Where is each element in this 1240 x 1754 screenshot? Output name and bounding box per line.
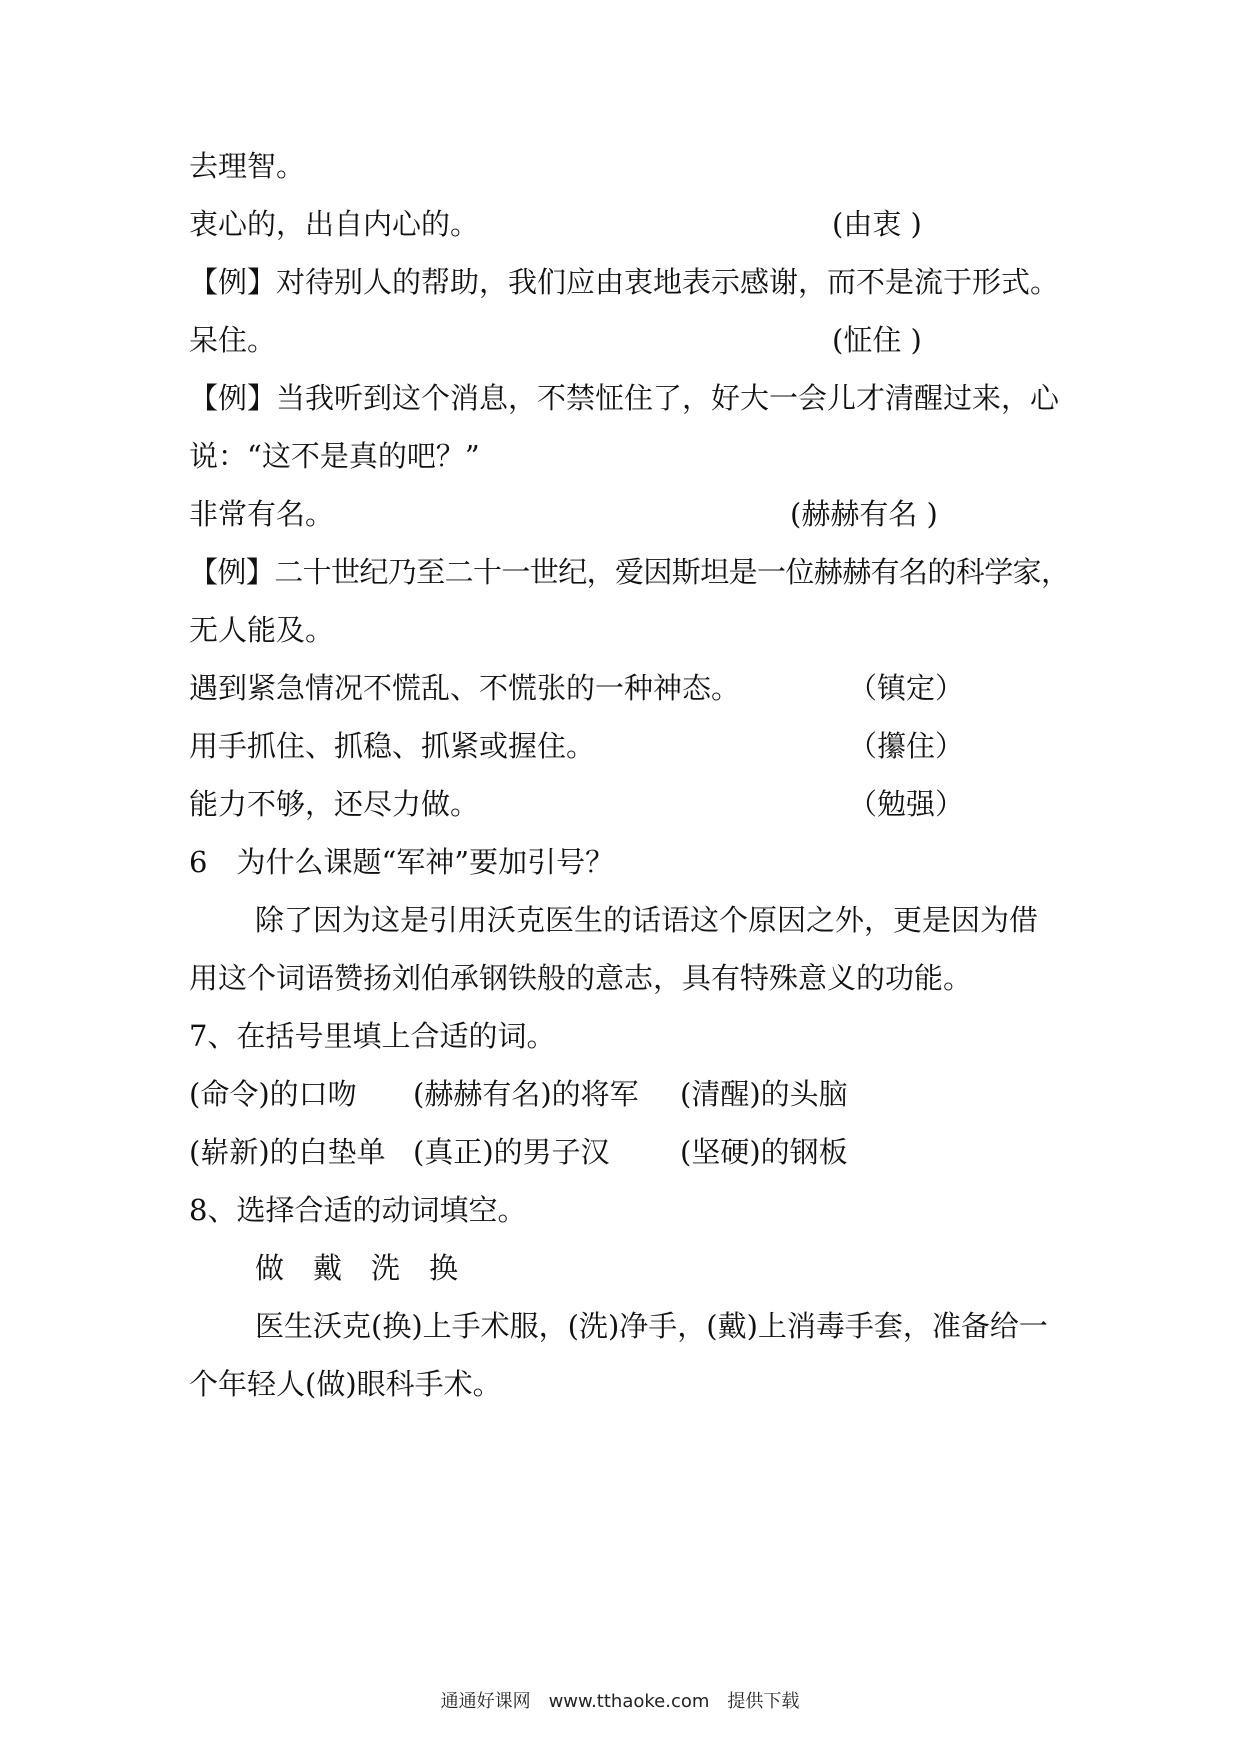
fill-table-cell: (赫赫有名)的将军 <box>413 1077 639 1111</box>
paragraph-line: 医生沃克(换)上手术服，(洗)净手，(戴)上消毒手套，准备给一 <box>255 1309 1048 1343</box>
definition-line: 非常有名。 <box>189 497 335 531</box>
example-line: 【例】当我听到这个消息，不禁怔住了，好大一会儿才清醒过来，心 <box>189 381 1060 415</box>
question-heading: 6 为什么课题“军神”要加引号？ <box>189 845 615 879</box>
fill-table-cell: (命令)的口吻 <box>189 1077 357 1111</box>
fill-table-cell: (崭新)的白垫单 <box>189 1135 386 1169</box>
example-line: 【例】二十世纪乃至二十一世纪，爱因斯坦是一位赫赫有名的科学家， <box>189 555 1070 589</box>
answer-word: (由衷 ) <box>832 207 922 241</box>
definition-line: 衷心的，出自内心的。 <box>189 207 480 241</box>
definition-line: 用手抓住、抓稳、抓紧或握住。 <box>189 729 596 763</box>
definition-line: 遇到紧急情况不慌乱、不慌张的一种神态。 <box>189 671 741 705</box>
example-line: 【例】对待别人的帮助，我们应由衷地表示感谢，而不是流于形式。 <box>189 265 1060 299</box>
paragraph-line: 个年轻人(做)眼科手术。 <box>189 1367 502 1401</box>
definition-line: 呆住。 <box>189 323 277 357</box>
text-line: 去理智。 <box>189 149 306 183</box>
page-footer: 通通好课网 www.tthaoke.com 提供下载 <box>440 1691 800 1712</box>
answer-word: （攥住） <box>848 729 965 763</box>
word-bank: 做 戴 洗 换 <box>255 1251 459 1285</box>
fill-table-cell: (真正)的男子汉 <box>413 1135 610 1169</box>
answer-word: (赫赫有名 ) <box>790 497 938 531</box>
answer-word: （勉强） <box>848 787 965 821</box>
question-heading: 7、在括号里填上合适的词。 <box>189 1019 556 1053</box>
text-line: 无人能及。 <box>189 613 335 647</box>
text-line: 说：“这不是真的吧？” <box>189 439 480 473</box>
question-heading: 8、选择合适的动词填空。 <box>189 1193 527 1227</box>
fill-table-cell: (坚硬)的钢板 <box>680 1135 848 1169</box>
fill-table-cell: (清醒)的头脑 <box>680 1077 848 1111</box>
answer-word: （镇定） <box>848 671 965 705</box>
definition-line: 能力不够，还尽力做。 <box>189 787 480 821</box>
answer-word: (怔住 ) <box>832 323 922 357</box>
paragraph-line: 用这个词语赞扬刘伯承钢铁般的意志，具有特殊意义的功能。 <box>189 961 973 995</box>
paragraph-line: 除了因为这是引用沃克医生的话语这个原因之外，更是因为借 <box>255 903 1039 937</box>
